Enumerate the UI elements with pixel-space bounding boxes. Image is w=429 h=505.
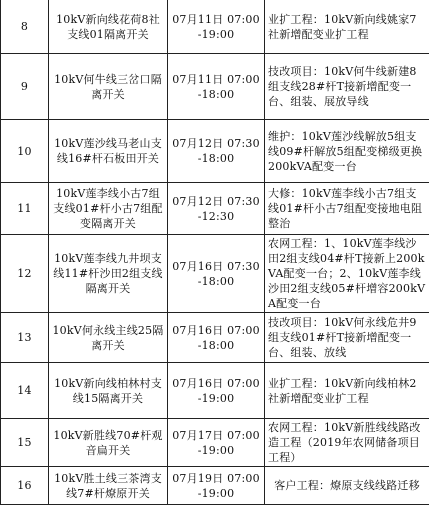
work-content-cell: 业扩工程：10kV新向线姚家7社新增配变业扩工程 — [265, 0, 429, 54]
table-row — [1, 54, 429, 120]
time-cell: 07月16日 07:00-18:00 — [168, 313, 265, 363]
table-row — [1, 235, 429, 313]
time-cell: 07月11日 07:00-18:00 — [168, 54, 265, 120]
time-cell: 07月17日 07:00-19:00 — [168, 419, 265, 467]
row-number: 16 — [1, 467, 49, 505]
device-cell: 10kV莲李线小古7组支线01#杆小古7组配变隔离开关 — [49, 183, 168, 235]
time-cell: 07月19日 07:00-19:00 — [168, 467, 265, 505]
device-cell: 10kV何牛线三岔口隔离开关 — [49, 54, 168, 120]
time-cell: 07月16日 07:00-19:00 — [168, 363, 265, 419]
work-content-cell: 农网工程：1、10kV莲李线沙田2组支线04#杆T接新上200kVA配变一台；2、10kV莲李线沙田2组支线05#杆增容200kVA配变一台 — [265, 235, 429, 313]
row-number: 14 — [1, 363, 49, 419]
table-row — [1, 419, 429, 467]
work-content-cell: 业扩工程：10kV新向线柏林2社新增配变业扩工程 — [265, 363, 429, 419]
device-cell: 10kV何永线主线25隔离开关 — [49, 313, 168, 363]
row-number: 15 — [1, 419, 49, 467]
table-row — [1, 183, 429, 235]
device-cell: 10kV新胜线70#杆观音扁开关 — [49, 419, 168, 467]
time-cell: 07月12日 07:30-12:30 — [168, 183, 265, 235]
table-row — [1, 363, 429, 419]
row-number: 13 — [1, 313, 49, 363]
table-row — [1, 0, 429, 54]
table-row — [1, 120, 429, 183]
time-cell: 07月11日 07:00-19:00 — [168, 0, 265, 54]
row-number: 9 — [1, 54, 49, 120]
work-content-cell: 大修：10kV莲李线小古7组支线01#杆小古7组配变接地电阻整治 — [265, 183, 429, 235]
device-cell: 10kV新向线柏林村支线15隔离开关 — [49, 363, 168, 419]
table-row — [1, 313, 429, 363]
row-number: 10 — [1, 120, 49, 183]
device-cell: 10kV新向线花荷8社支线01隔离开关 — [49, 0, 168, 54]
device-cell: 10kV莲李线九井坝支线11#杆沙田2组支线隔离开关 — [49, 235, 168, 313]
device-cell: 10kV胜土线三茶湾支线7#杆燎原开关 — [49, 467, 168, 505]
row-number: 11 — [1, 183, 49, 235]
work-content-cell: 技改项目：10kV何永线危井9组支线01#杆T接新增配变一台、组装、放线 — [265, 313, 429, 363]
row-number: 8 — [1, 0, 49, 54]
work-content-cell: 技改项目：10kV何牛线新建8组支线28#杆T接新增配变一台、组装、展放导线 — [265, 54, 429, 120]
device-cell: 10kV莲沙线马老山支线16#杆石板田开关 — [49, 120, 168, 183]
work-content-cell: 客户工程：燎原支线线路迁移 — [265, 467, 429, 505]
time-cell: 07月16日 07:30-18:00 — [168, 235, 265, 313]
row-number: 12 — [1, 235, 49, 313]
table-row — [1, 467, 429, 505]
work-content-cell: 农网工程：10kV新胜线线路改造工程（2019年农网储备项目工程） — [265, 419, 429, 467]
time-cell: 07月12日 07:30-18:00 — [168, 120, 265, 183]
work-content-cell: 维护：10kV莲沙线解放5组支线09#杆解放5组配变梯级更换200kVA配变一台 — [265, 120, 429, 183]
